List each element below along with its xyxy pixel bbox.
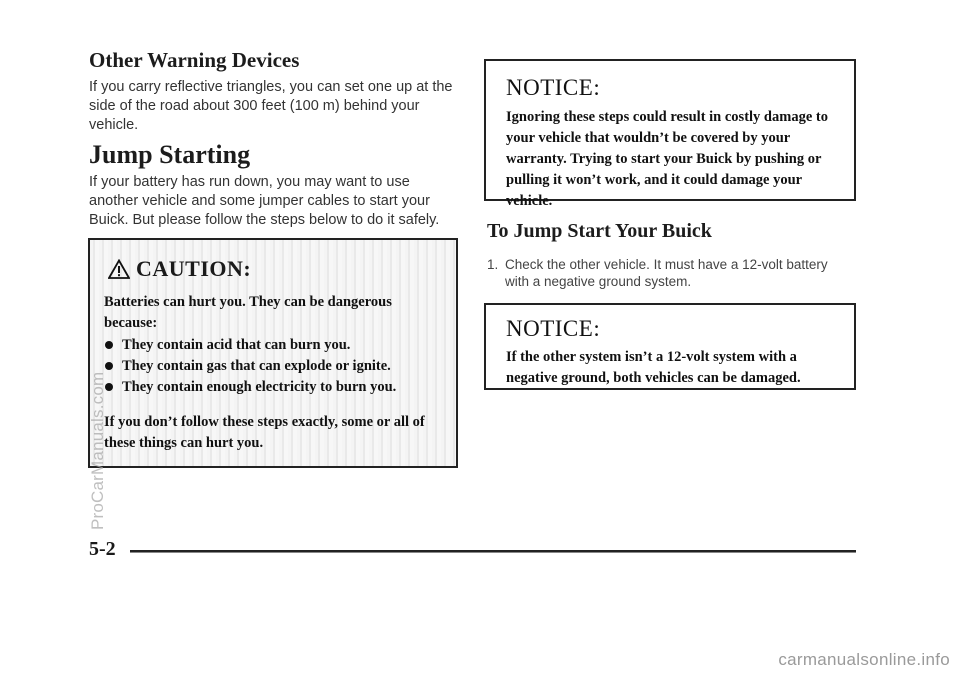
jump-starting-title: Jump Starting (89, 140, 251, 169)
caution-list (104, 335, 444, 398)
vertical-watermark: ProCarManuals.com (88, 371, 107, 530)
list-item (104, 335, 444, 356)
notice-box-voltage (484, 303, 856, 390)
notice-text: Ignoring these steps could result in costly damage to your vehicle that wouldn’t be covered by your warranty. Trying to start your Buick by pushing or pulling it won’t work, and it could damage your vehicle. (506, 109, 828, 209)
caution-item: They contain acid that can burn you. (122, 337, 351, 353)
caution-label: CAUTION: (136, 256, 252, 281)
to-jump-start-title: To Jump Start Your Buick (487, 220, 712, 242)
step-text: Check the other vehicle. It must have a 12-volt battery with a negative ground system. (505, 257, 828, 289)
step-number: 1. (487, 257, 499, 272)
list-item (104, 356, 444, 377)
notice-heading: NOTICE: (506, 316, 601, 341)
bullet-icon (105, 341, 113, 349)
site-watermark: carmanualsonline.info (778, 650, 950, 669)
page-number: 5-2 (89, 538, 116, 560)
other-warning-devices-text: If you carry reflective triangles, you can set one up at the side of the road about 300 feet (100 m) behind your vehicle. (89, 79, 453, 133)
caution-item: They contain gas that can explode or ignite. (122, 358, 391, 374)
other-warning-devices-title: Other Warning Devices (89, 48, 300, 72)
list-item (487, 256, 847, 290)
caution-intro: Batteries can hurt you. They can be dangerous because: (104, 294, 392, 331)
notice-box-damage (484, 59, 856, 209)
caution-outro: If you don’t follow these steps exactly, some or all of these things can hurt you. (104, 414, 425, 451)
caution-box (88, 238, 458, 468)
caution-heading (108, 256, 251, 282)
bullet-icon (105, 362, 113, 370)
caution-item: They contain enough electricity to burn you. (122, 379, 397, 395)
notice-text: If the other system isn’t a 12-volt system with a negative ground, both vehicles can be damaged. (506, 349, 801, 386)
step-list (487, 256, 847, 290)
warning-triangle-icon (108, 259, 130, 279)
jump-starting-text: If your battery has run down, you may want to use another vehicle and some jumper cables to start your Buick. But please follow the steps below to do it safely. (89, 174, 440, 228)
list-item (104, 377, 444, 398)
notice-heading: NOTICE: (506, 75, 601, 100)
footer-rule (130, 550, 856, 553)
